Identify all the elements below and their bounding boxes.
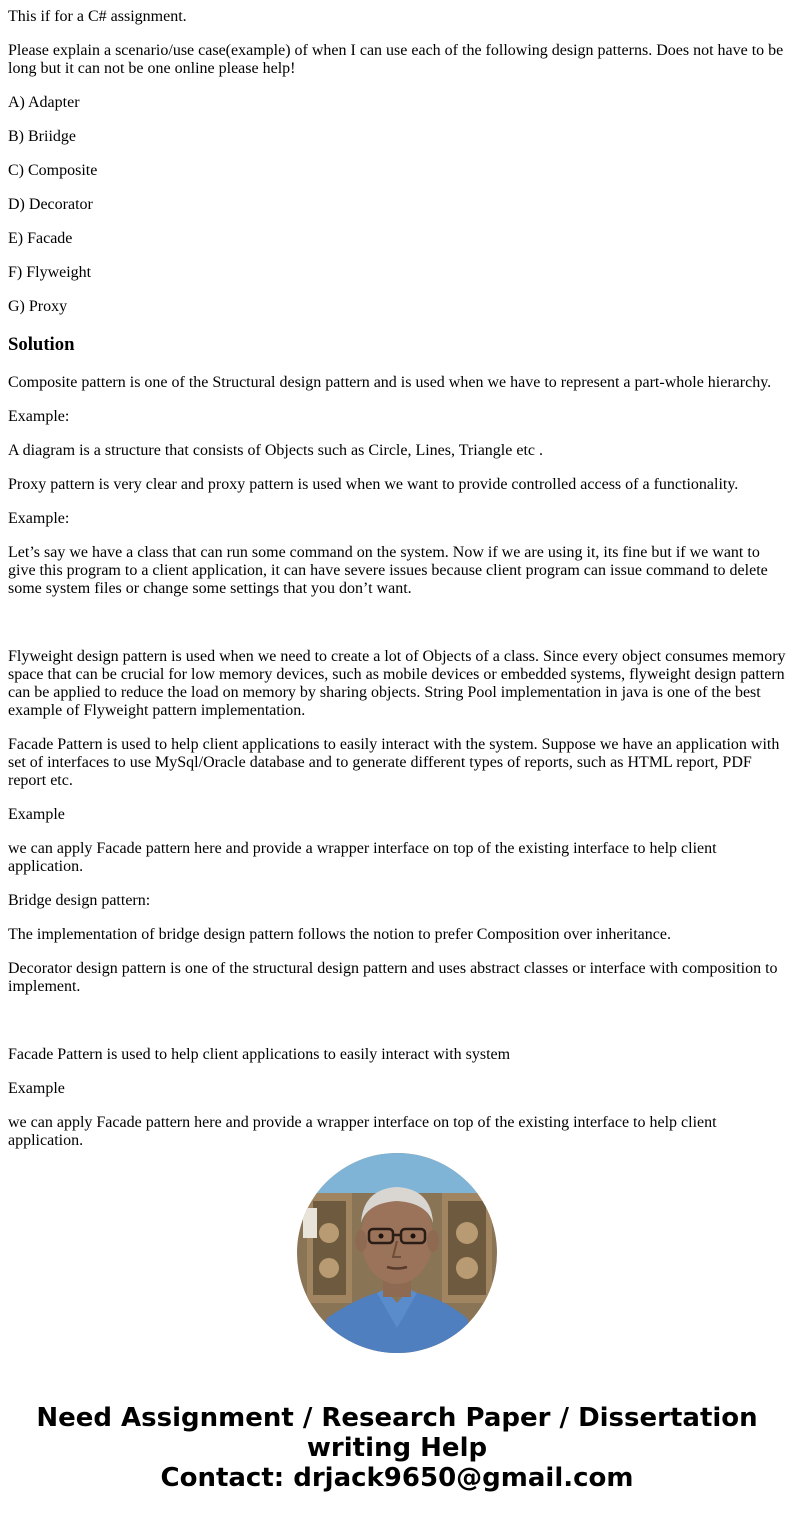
solution-paragraph: The implementation of bridge design pattern follows the notion to prefer Composition over inheritance. bbox=[8, 926, 671, 943]
promo-line: Need Assignment / Research Paper / Dissertation bbox=[36, 1403, 758, 1433]
solution-paragraph: we can apply Facade pattern here and provide a wrapper interface on top of the existing interface to help client application. bbox=[8, 840, 717, 875]
solution-paragraph: Example bbox=[8, 1080, 65, 1097]
solution-paragraph: Proxy pattern is very clear and proxy pattern is used when we want to provide controlled access of a functionality. bbox=[8, 476, 739, 493]
solution-paragraph: Flyweight design pattern is used when we need to create a lot of Objects of a class. Since every object consumes memory space that can be crucial for low memory devices, such as mobile devices or embedded systems, flyweight design pattern can be applied to reduce the load on memory by sharing objects. String Pool implementation in java is one of the best example of Flyweight pattern implementation. bbox=[8, 648, 786, 719]
solution-paragraph: Facade Pattern is used to help client applications to easily interact with the system. Suppose we have an application with set of interfaces to use MySql/Oracle database and to generate different types of reports, such as HTML report, PDF report etc. bbox=[8, 736, 780, 789]
promo-line: writing Help bbox=[306, 1433, 488, 1463]
solution-paragraph: Example: bbox=[8, 510, 70, 527]
solution-paragraph: Decorator design pattern is one of the structural design pattern and uses abstract classes or interface with composition to implement. bbox=[8, 960, 778, 995]
spacer bbox=[8, 614, 786, 632]
solution-paragraph: Facade Pattern is used to help client applications to easily interact with system bbox=[8, 1046, 511, 1063]
question-prompt: Please explain a scenario/use case(example) of when I can use each of the following design patterns. Does not have to be long but it can not be one online please help! bbox=[8, 42, 784, 77]
option-item: A) Adapter bbox=[8, 94, 80, 111]
option-item: F) Flyweight bbox=[8, 264, 92, 281]
solution-paragraph: A diagram is a structure that consists of Objects such as Circle, Lines, Triangle etc . bbox=[8, 442, 543, 459]
spacer bbox=[8, 1012, 786, 1030]
option-item: C) Composite bbox=[8, 162, 98, 179]
promo-banner bbox=[0, 1403, 794, 1493]
solution-paragraph: Bridge design pattern: bbox=[8, 892, 151, 909]
option-item: E) Facade bbox=[8, 230, 73, 247]
document-body bbox=[8, 0, 786, 1166]
solution-heading: Solution bbox=[8, 334, 75, 355]
solution-paragraph: Let’s say we have a class that can run some command on the system. Now if we are using it, its fine but if we want to give this program to a client application, it can have severe issues because client program can issue command to delete some system files or change some settings that you don’t want. bbox=[8, 544, 768, 597]
avatar-photo bbox=[297, 1153, 497, 1353]
author-avatar bbox=[297, 1153, 497, 1353]
option-item: D) Decorator bbox=[8, 196, 93, 213]
question-intro: This if for a C# assignment. bbox=[8, 8, 187, 25]
solution-paragraph: we can apply Facade pattern here and provide a wrapper interface on top of the existing interface to help client application. bbox=[8, 1114, 717, 1149]
solution-paragraph: Example bbox=[8, 806, 65, 823]
solution-paragraph: Composite pattern is one of the Structural design pattern and is used when we have to represent a part-whole hierarchy. bbox=[8, 374, 772, 391]
option-item: G) Proxy bbox=[8, 298, 68, 315]
option-item: B) Briidge bbox=[8, 128, 76, 145]
promo-contact: Contact: drjack9650@gmail.com bbox=[160, 1463, 634, 1493]
solution-paragraph: Example: bbox=[8, 408, 70, 425]
